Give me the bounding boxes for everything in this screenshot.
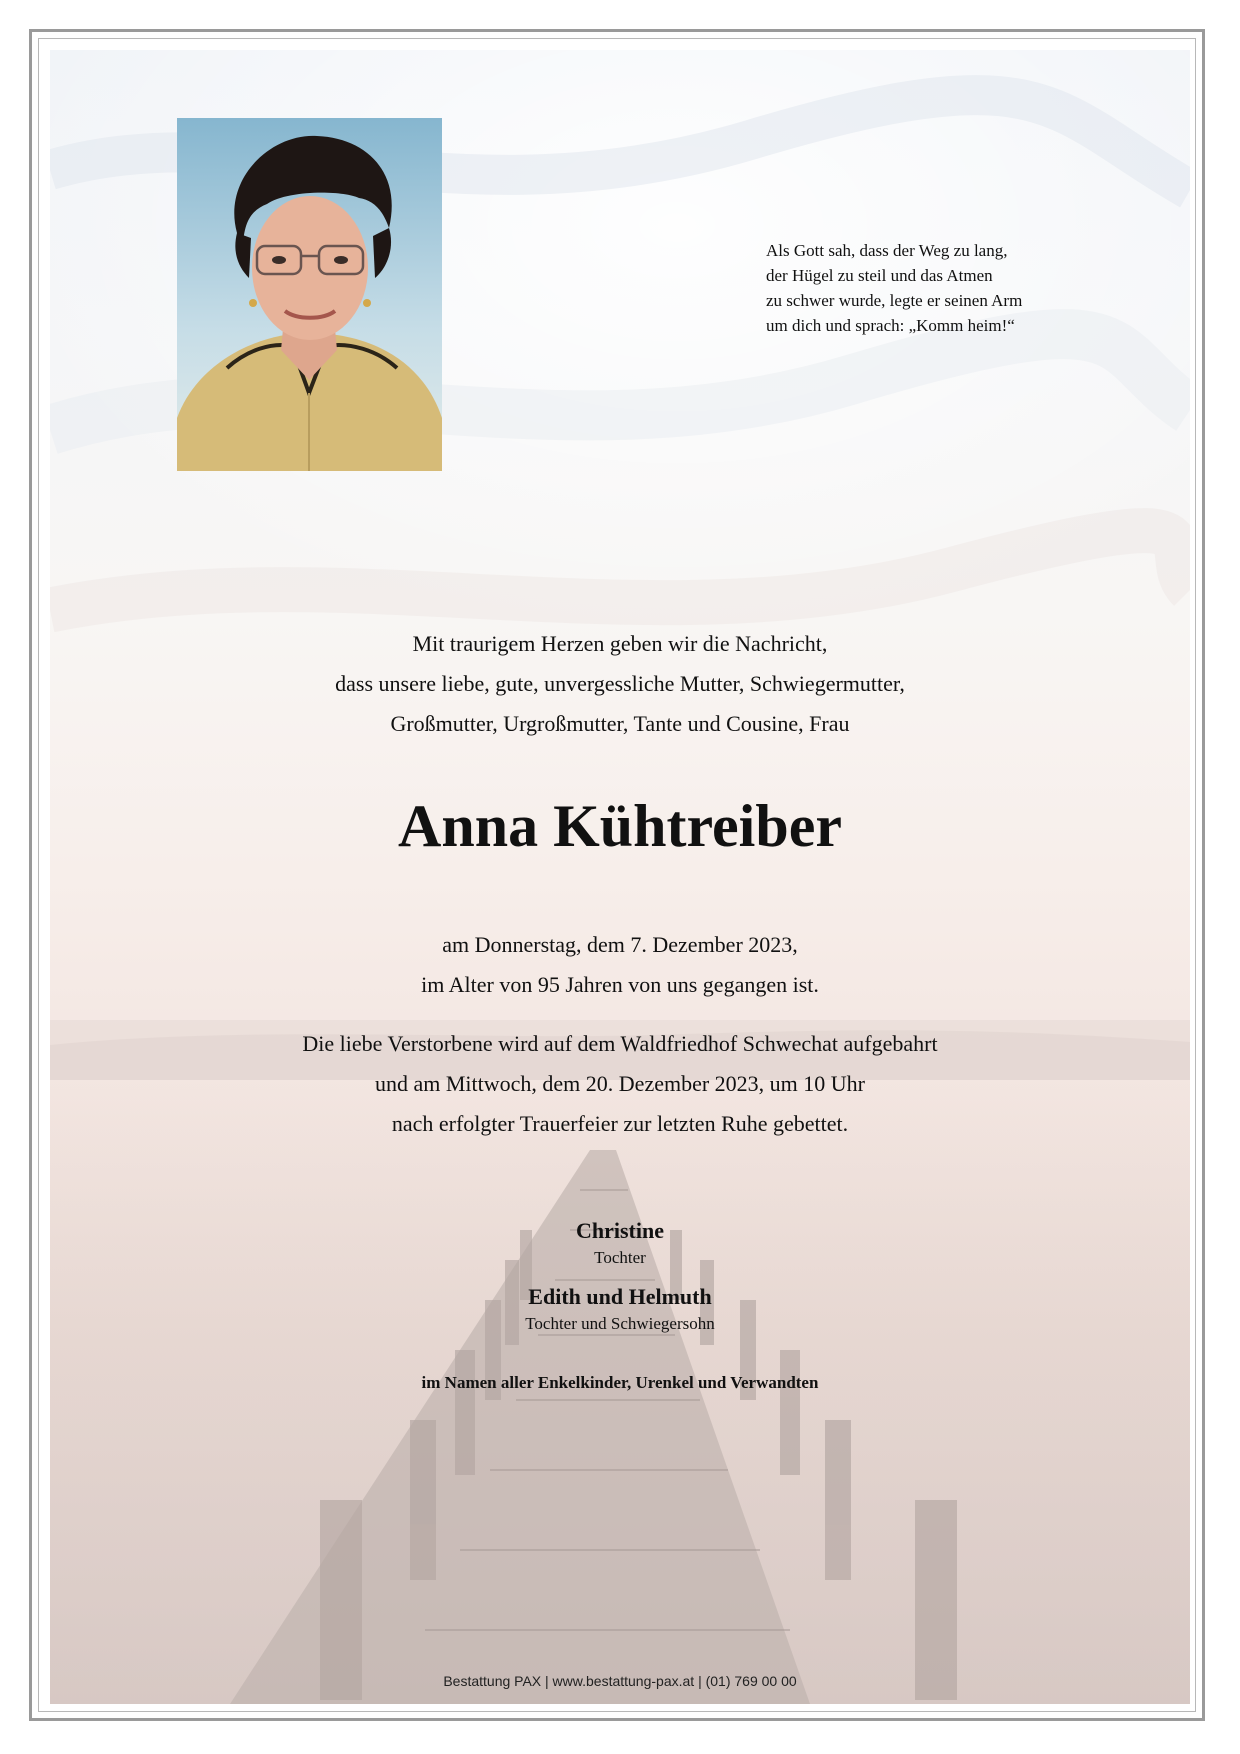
- death-date-text: [50, 925, 1190, 1005]
- deceased-name: Anna Kühtreiber: [398, 793, 842, 859]
- intro-line: Großmutter, Urgroßmutter, Tante und Cousine, Frau: [390, 711, 850, 736]
- date-line: am Donnerstag, dem 7. Dezember 2023,: [442, 932, 798, 957]
- mourner-name: Christine: [576, 1218, 664, 1243]
- mourner-relation: Tochter und Schwiegersohn: [525, 1314, 715, 1333]
- portrait-photo: [177, 118, 442, 471]
- intro-line: dass unsere liebe, gute, unvergessliche Mutter, Schwiegermutter,: [335, 671, 905, 696]
- burial-text: [50, 1024, 1190, 1144]
- burial-line: nach erfolgter Trauerfeier zur letzten Ruhe gebettet.: [391, 1111, 849, 1136]
- burial-line: Die liebe Verstorbene wird auf dem Waldfriedhof Schwechat aufgebahrt: [302, 1031, 938, 1056]
- mourners-list: [50, 1216, 1190, 1348]
- memorial-poem: [766, 238, 1096, 338]
- funeral-home-footer: Bestattung PAX | www.bestattung-pax.at | (01) 769 00 00: [443, 1673, 797, 1689]
- poem-line: der Hügel zu steil und das Atmen: [766, 266, 993, 285]
- family-note: im Namen aller Enkelkinder, Urenkel und Verwandten: [421, 1373, 819, 1392]
- poem-line: zu schwer wurde, legte er seinen Arm: [766, 291, 1023, 310]
- mourner-relation: Tochter: [594, 1248, 646, 1267]
- poem-line: um dich und sprach: „Komm heim!“: [766, 316, 1015, 335]
- intro-text: [50, 624, 1190, 744]
- mourner-name: Edith und Helmuth: [528, 1284, 712, 1309]
- intro-line: Mit traurigem Herzen geben wir die Nachricht,: [412, 631, 828, 656]
- date-line: im Alter von 95 Jahren von uns gegangen ist.: [421, 972, 819, 997]
- poem-line: Als Gott sah, dass der Weg zu lang,: [766, 241, 1008, 260]
- burial-line: und am Mittwoch, dem 20. Dezember 2023, um 10 Uhr: [374, 1071, 865, 1096]
